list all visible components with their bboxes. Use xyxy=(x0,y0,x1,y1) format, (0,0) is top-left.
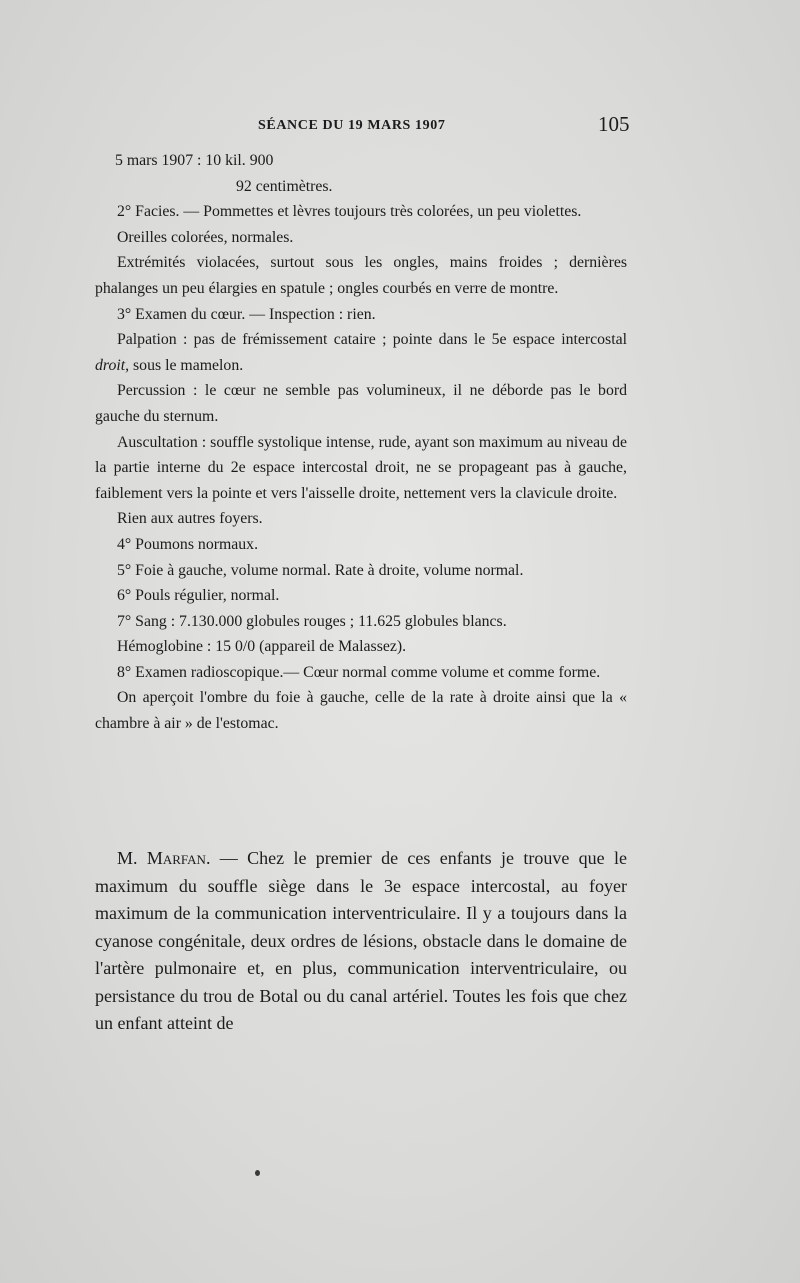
shadow-paragraph: On aperçoit l'ombre du foie à gauche, celle de la rate à droite ainsi que la « chambre à air » de l'estomac. xyxy=(95,689,627,733)
blood-paragraph: 7° Sang : 7.130.000 globules rouges ; 11.625 globules blancs. xyxy=(117,612,507,630)
page-header xyxy=(0,112,800,142)
ears-paragraph: Oreilles colorées, normales. xyxy=(117,228,294,246)
discussion-text xyxy=(95,845,627,1038)
xray-paragraph: 8° Examen radioscopique.— Cœur normal comme volume et comme forme. xyxy=(117,663,601,681)
clinical-notes xyxy=(95,148,627,737)
palpation-text-end: , sous le mamelon. xyxy=(125,356,244,374)
marfan-text: . — Chez le premier de ces enfants je trouve que le maximum du souffle siège dans le 3e espace intercostal, au foyer maximum de la communication interventriculaire. Il y a toujours dans la cyanose congénitale, deux ordres de lésions, obstacle dans le domaine de l'artère pulmonaire et, en plus, communication interventriculaire, ou persistance du trou de Botal ou du canal artériel. Toutes les fois que chez un enfant atteint de xyxy=(95,848,627,1033)
speaker-prefix: M. xyxy=(117,848,147,868)
heart-exam-paragraph: 3° Examen du cœur. — Inspection : rien. xyxy=(117,305,376,323)
page-number: 105 xyxy=(598,112,630,136)
marfan-paragraph xyxy=(95,845,627,1038)
hemoglobin-paragraph: Hémoglobine : 15 0/0 (appareil de Malassez). xyxy=(117,638,407,656)
ink-spot xyxy=(255,1170,260,1176)
auscultation-paragraph: Auscultation : souffle systolique intense, rude, ayant son maximum au niveau de la partie interne du 2e espace intercostal droit, ne se propageant pas à gauche, faiblement vers la pointe et vers l'aisselle droite, nettement vers la clavicule droite. xyxy=(95,433,627,502)
running-title: SÉANCE DU 19 MARS 1907 xyxy=(258,118,446,133)
lungs-paragraph: 4° Poumons normaux. xyxy=(117,535,259,553)
percussion-paragraph: Percussion : le cœur ne semble pas volumineux, il ne déborde pas le bord gauche du sternum. xyxy=(95,382,627,425)
height-line: 92 centimètres. xyxy=(236,177,333,195)
palpation-emphasis: droit xyxy=(95,356,126,374)
liver-paragraph: 5° Foie à gauche, volume normal. Rate à droite, volume normal. xyxy=(117,561,524,579)
speaker-name: Marfan xyxy=(146,848,206,868)
other-foci-paragraph: Rien aux autres foyers. xyxy=(117,510,263,528)
weight-line: 5 mars 1907 : 10 kil. 900 xyxy=(115,152,274,169)
facies-paragraph: 2° Facies. — Pommettes et lèvres toujours très colorées, un peu violettes. xyxy=(117,203,582,221)
pulse-paragraph: 6° Pouls régulier, normal. xyxy=(117,587,280,605)
extremities-paragraph: Extrémités violacées, surtout sous les ongles, mains froides ; dernières phalanges un peu élargies en spatule ; ongles courbés en verre de montre. xyxy=(95,254,627,297)
palpation-paragraph xyxy=(95,327,627,378)
palpation-text: Palpation : pas de frémissement cataire ; pointe dans le 5e espace intercostal xyxy=(117,331,627,349)
